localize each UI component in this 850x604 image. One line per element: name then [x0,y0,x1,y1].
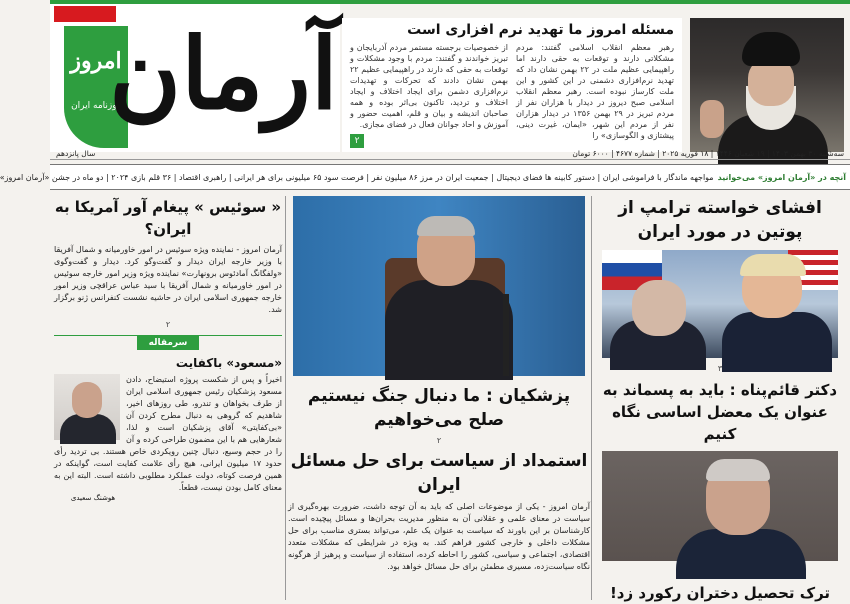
dateline-right: سه‌شنبه ۳۰ بهمن ۱۴۰۳ | ۱۹ شعبان ۱۴۴۶ | ۱۸ فوریه ۲۰۲۵ | شماره ۴۶۷۷ | ۶۰۰۰ تومان [572,149,844,158]
ticker-items[interactable]: مواجهه ماندگار با فراموشی ایران | دستور کابینه ها فضای دیجیتال | جمعیت ایران در مرز ۸۶ میلیون نفر | فرصت سود ۶۵ میلیونی برای هر ایرانی | راهبری اقتصاد | ۳۶ قلم بازی ۲۰۲۴ | دو ماه در جشن «آرمان امروز» [0,172,714,182]
column-divider [591,196,592,600]
editorial-body: اخیراً و پس از شکست پروژه استیضاح، دادن مسعود پزشکیان رئیس جمهوری اسلامی ایران از طرف بخواهان و تندرو، طی روزهای اخیر، شاهدیم که گروهی به دنبال مطرح کردن آن «بی‌کفایتی» آقای پزشکیان است و لذا، شعارهایی هم با این مضمون طراحی کرده و آن را در حجم وسیع، دنبال چنین رویکردی خاص هستند. بی تردید رأی حدود ۱۷ میلیون ایرانی، هیچ رأی علامت کفایت است، گواینکه در همین فرصت کوتاه، دولت عملکرد مطلوبی داشته است. البته این به معنای کامل بودن نیست، قطعاً. [54,375,282,492]
person-face [632,280,686,336]
page-ref: ۲ [165,320,171,329]
person-body [676,529,806,579]
logo-main: آرمان [109,17,338,132]
editorial-title[interactable]: «مسعود» باکفایت [175,356,282,370]
right-column [594,196,846,600]
author-name: هوشنگ سعیدی [70,494,116,502]
middle-column [288,196,590,600]
person-hair [740,254,806,276]
top-story-page-num: ۲ [350,134,364,148]
person-body [385,280,513,380]
masthead [50,4,850,156]
leader-photo[interactable] [690,18,844,152]
ticker-lead[interactable]: آنچه در «آرمان امروز» می‌خوانید [717,172,846,182]
swiss-headline[interactable]: « سوئیس » پیغام آور آمریکا به ایران؟ [54,198,282,238]
person-hair [706,459,770,481]
top-story-col-2: از خصوصیات برجسته مستمر مردم آذربایجان و تبریز خواندند و گفتند: مردم با وجود مشکلات و توقعات به حقی که دارند در راهپیمایی عظیم ۲۲ بهمن نشان دادند که تحرکات و تهدیدات نرم‌افزاری دشمن برای ایجاد اختلاف و ایجاد اختلاف و تردید، تاکنون بی‌اثر بوده و همه صاحبان اندیشه و بیان و قلم، اهمیت حضور و آموزش و احاد جوانان فعال در فضای مجازی. [350,43,508,129]
logo-sub: امروز [70,48,122,74]
microphone-icon [503,294,509,376]
headline-ticker [0,164,850,190]
person-body [60,414,116,444]
swiss-body: آرمان امروز - نماینده ویژه سوئیس در امور خاورمیانه و شمال آفریقا با وزیر خارجه ایران دیدار و گفت‌وگو کرد. دیدار و گفت‌وگوی «ولفگانگ آمادئوس برونهارت» نماینده ویژه وزیر امور خارجه سوئیس در امور خاورمیانه و شمال آفریقا با سید عباس عراقچی وزیر امور خارجه جمهوری اسلامی ایران در حاشیه نشست کنفرانس ژنو برگزار شد. [54,245,282,314]
top-story-title[interactable]: مسئله امروز ما تهدید نرم افزاری است [407,22,674,38]
person-face [72,382,102,418]
dateline-left: سال پانزدهم [56,149,96,158]
corner-badge [54,6,116,22]
editorial-label: سرمقاله [137,336,199,350]
person-body [722,312,832,372]
politics-body: آرمان امروز - یکی از موضوعات اصلی که باید به آن توجه داشت، ضرورت بهره‌گیری از سیاست در معنای علمی و عقلانی آن به منظور مدیریت بحران‌ها و مسائل پیچیده است. کارشناسان بر این باورند که سیاست به عنوان یک علم، می‌تواند بستری مناسب برای حل مشکلات داخلی و خارجی کشور فراهم کند. به ویژه در شرایطی که مشکلات متعدد اقتصادی، اجتماعی و سیاسی، کشور را احاطه کرده، استفاده از سیاست و پرهیز از هرگونه نگاه سیاست‌زده، مسیری مطمئن برای حل مسائل خواهد بود. [288,502,590,571]
editorial [54,335,282,502]
ghaempanah-headline[interactable]: دکتر قائم‌پناه : باید به پسماند به عنوان یک معضل اساسی نگاه کنیم [602,381,838,443]
trump-putin-photo[interactable] [602,250,838,358]
author-photo [54,374,120,440]
trump-putin-headline[interactable]: افشای خواسته ترامپ از پوتین در مورد ایران [618,198,822,242]
pezeshkian-headline[interactable]: پزشکیان : ما دنبال جنگ نیستیم صلح می‌خواهیم [307,386,571,430]
dateline [50,148,850,160]
page-ref: ۳ [717,364,723,373]
top-story-col-1: رهبر معظم انقلاب اسلامی گفتند: مردم مشکلاتی دارند و توقعات به حقی دارند اما راهپیمایی عظیم ملت در ۲۲ بهمن نشان داد که تهدید نرم‌افزاری دشمنی در این کشور و این ملت کارساز نبوده است. رهبر معظم انقلاب اسلامی صبح دیروز در دیدار با هزاران نفر از مردم تبریز در ۲۹ بهمن ۱۳۵۶ در دیدار هزاران نفر از مردم این شهر، «ایمان، غیرت دینی، پیشتازی و الگوسازی» را [516,43,674,140]
pezeshkian-photo[interactable] [293,196,585,376]
leader-turban [742,32,800,66]
column-divider [285,196,286,600]
top-story[interactable] [342,18,682,152]
ghaempanah-photo[interactable] [602,451,838,561]
person-hair [417,216,475,236]
newspaper-logo[interactable] [50,4,340,152]
left-column [54,196,282,600]
politics-headline[interactable]: استمداد از سیاست برای حل مسائل ایران [290,451,588,495]
leader-hand [700,100,724,138]
dropout-headline[interactable]: ترک تحصیل دختران رکورد زد! [609,584,831,602]
logo-tagline: روزنامه ایران [71,101,121,111]
page-ref: ۲ [436,436,442,445]
